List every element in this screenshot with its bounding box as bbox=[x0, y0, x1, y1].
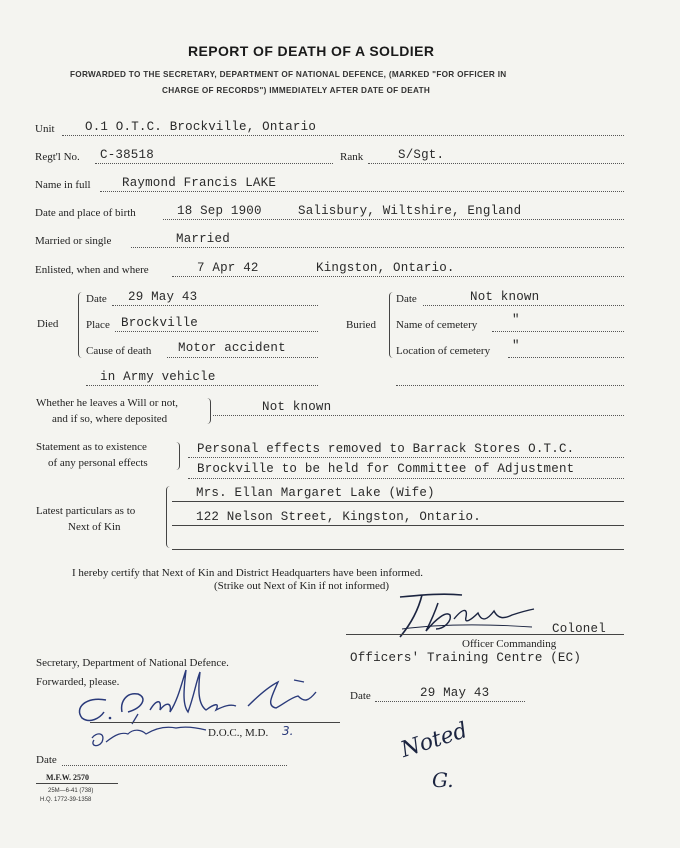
died-date-label: Date bbox=[86, 293, 107, 305]
noted-annotation: Noted bbox=[397, 718, 471, 763]
md-number: 3. bbox=[282, 724, 294, 738]
form-subtitle-line2: CHARGE OF RECORDS") IMMEDIATELY AFTER DATE OF DEATH bbox=[162, 86, 431, 95]
will-label-1: Whether he leaves a Will or not, bbox=[36, 397, 178, 409]
enlisted-line bbox=[172, 276, 624, 277]
buried-date-value: Not known bbox=[470, 290, 540, 304]
unit-label: Unit bbox=[35, 123, 55, 135]
effects-label-2: of any personal effects bbox=[48, 457, 148, 469]
cause-cont-value: in Army vehicle bbox=[100, 370, 216, 384]
officer-commanding-label: Officer Commanding bbox=[462, 638, 557, 650]
enlisted-label: Enlisted, when and where bbox=[35, 264, 149, 276]
nok-line-3 bbox=[172, 549, 624, 550]
died-date-value: 29 May 43 bbox=[128, 290, 198, 304]
effects-value-2: Brockville to be held for Committee of Adjustment bbox=[197, 462, 575, 476]
unit-line bbox=[62, 135, 624, 136]
nok-line-1 bbox=[172, 501, 624, 502]
officer-rank: Colonel bbox=[552, 622, 606, 636]
nok-value-2: 122 Nelson Street, Kingston, Ontario. bbox=[196, 510, 481, 524]
effects-line-1 bbox=[188, 457, 624, 458]
birth-place: Salisbury, Wiltshire, England bbox=[298, 204, 522, 218]
effects-label-1: Statement as to existence bbox=[36, 441, 147, 453]
will-label-2: and if so, where deposited bbox=[52, 413, 168, 425]
nok-line-2 bbox=[172, 525, 624, 526]
name-value: Raymond Francis LAKE bbox=[122, 176, 277, 190]
buried-date-label: Date bbox=[396, 293, 417, 305]
certify-line-2: (Strike out Next of Kin if not informed) bbox=[214, 580, 390, 592]
regtl-no-label: Regt'l No. bbox=[35, 151, 80, 163]
enlisted-date: 7 Apr 42 bbox=[197, 261, 259, 275]
cause-cont-line bbox=[86, 385, 318, 386]
certify-line-1: I hereby certify that Next of Kin and District Headquarters have been informed. bbox=[72, 567, 423, 579]
will-line bbox=[213, 415, 624, 416]
birth-label: Date and place of birth bbox=[35, 207, 136, 219]
cause-line bbox=[167, 357, 318, 358]
effects-brace bbox=[174, 442, 180, 470]
form-code-underline bbox=[36, 783, 118, 784]
will-brace bbox=[205, 398, 211, 424]
officer-unit: Officers' Training Centre (EC) bbox=[350, 651, 582, 665]
birth-date: 18 Sep 1900 bbox=[177, 204, 262, 218]
buried-label: Buried bbox=[346, 319, 376, 331]
location-value: " bbox=[512, 339, 520, 353]
buried-date-line bbox=[423, 305, 624, 306]
nok-value-1: Mrs. Ellan Margaret Lake (Wife) bbox=[196, 486, 435, 500]
died-label: Died bbox=[37, 318, 59, 330]
unit-value: O.1 O.T.C. Brockville, Ontario bbox=[85, 120, 317, 134]
doc-md-label: D.O.C., M.D. bbox=[208, 727, 269, 739]
officer-date-label: Date bbox=[350, 690, 371, 702]
died-place-label: Place bbox=[86, 319, 110, 331]
secretary-line-2: Forwarded, please. bbox=[36, 676, 120, 688]
officer-signature-line bbox=[346, 634, 624, 635]
location-line bbox=[508, 357, 624, 358]
print-info-2: H.Q. 1772-39-1358 bbox=[40, 797, 92, 803]
cause-label: Cause of death bbox=[86, 345, 152, 357]
nok-label-1: Latest particulars as to bbox=[36, 505, 136, 517]
nok-label-2: Next of Kin bbox=[68, 521, 121, 533]
married-label: Married or single bbox=[35, 235, 112, 247]
form-title: REPORT OF DEATH OF A SOLDIER bbox=[188, 43, 435, 59]
print-info-1: 25M—6-41 (738) bbox=[48, 788, 94, 794]
officer-date-value: 29 May 43 bbox=[420, 686, 490, 700]
died-place-value: Brockville bbox=[121, 316, 199, 330]
effects-value-1: Personal effects removed to Barrack Stores O.T.C. bbox=[197, 442, 575, 456]
cause-value: Motor accident bbox=[178, 341, 286, 355]
name-label: Name in full bbox=[35, 179, 91, 191]
form-code: M.F.W. 2570 bbox=[46, 773, 89, 782]
rank-label: Rank bbox=[340, 151, 364, 163]
enlisted-place: Kingston, Ontario. bbox=[316, 261, 455, 275]
secretary-date-line bbox=[62, 765, 287, 766]
married-value: Married bbox=[176, 232, 230, 246]
secretary-line-1: Secretary, Department of National Defence. bbox=[36, 657, 229, 669]
birth-line bbox=[163, 219, 624, 220]
effects-line-2 bbox=[188, 478, 624, 479]
form-subtitle-line1: FORWARDED TO THE SECRETARY, DEPARTMENT OF NATIONAL DEFENCE, (MARKED "FOR OFFICER IN bbox=[70, 70, 507, 79]
buried-cont-line bbox=[396, 385, 624, 386]
rank-value: S/Sgt. bbox=[398, 148, 445, 162]
secretary-date-label: Date bbox=[36, 754, 57, 766]
will-value: Not known bbox=[262, 400, 332, 414]
cemetery-label: Name of cemetery bbox=[396, 319, 478, 331]
name-line bbox=[100, 191, 624, 192]
noted-initial: G. bbox=[432, 768, 454, 792]
died-place-line bbox=[115, 331, 318, 332]
secretary-signature-line bbox=[90, 722, 340, 723]
died-brace bbox=[78, 292, 85, 358]
married-line bbox=[131, 247, 624, 248]
location-label: Location of cemetery bbox=[396, 345, 491, 357]
nok-brace bbox=[166, 486, 172, 548]
died-date-line bbox=[112, 305, 318, 306]
officer-date-line bbox=[375, 701, 525, 702]
secretary-signature bbox=[66, 662, 326, 758]
regtl-no-line bbox=[95, 163, 333, 164]
cemetery-line bbox=[492, 331, 624, 332]
rank-line bbox=[368, 163, 624, 164]
cemetery-value: " bbox=[512, 313, 520, 327]
regtl-no-value: C-38518 bbox=[100, 148, 154, 162]
buried-brace bbox=[389, 292, 396, 358]
